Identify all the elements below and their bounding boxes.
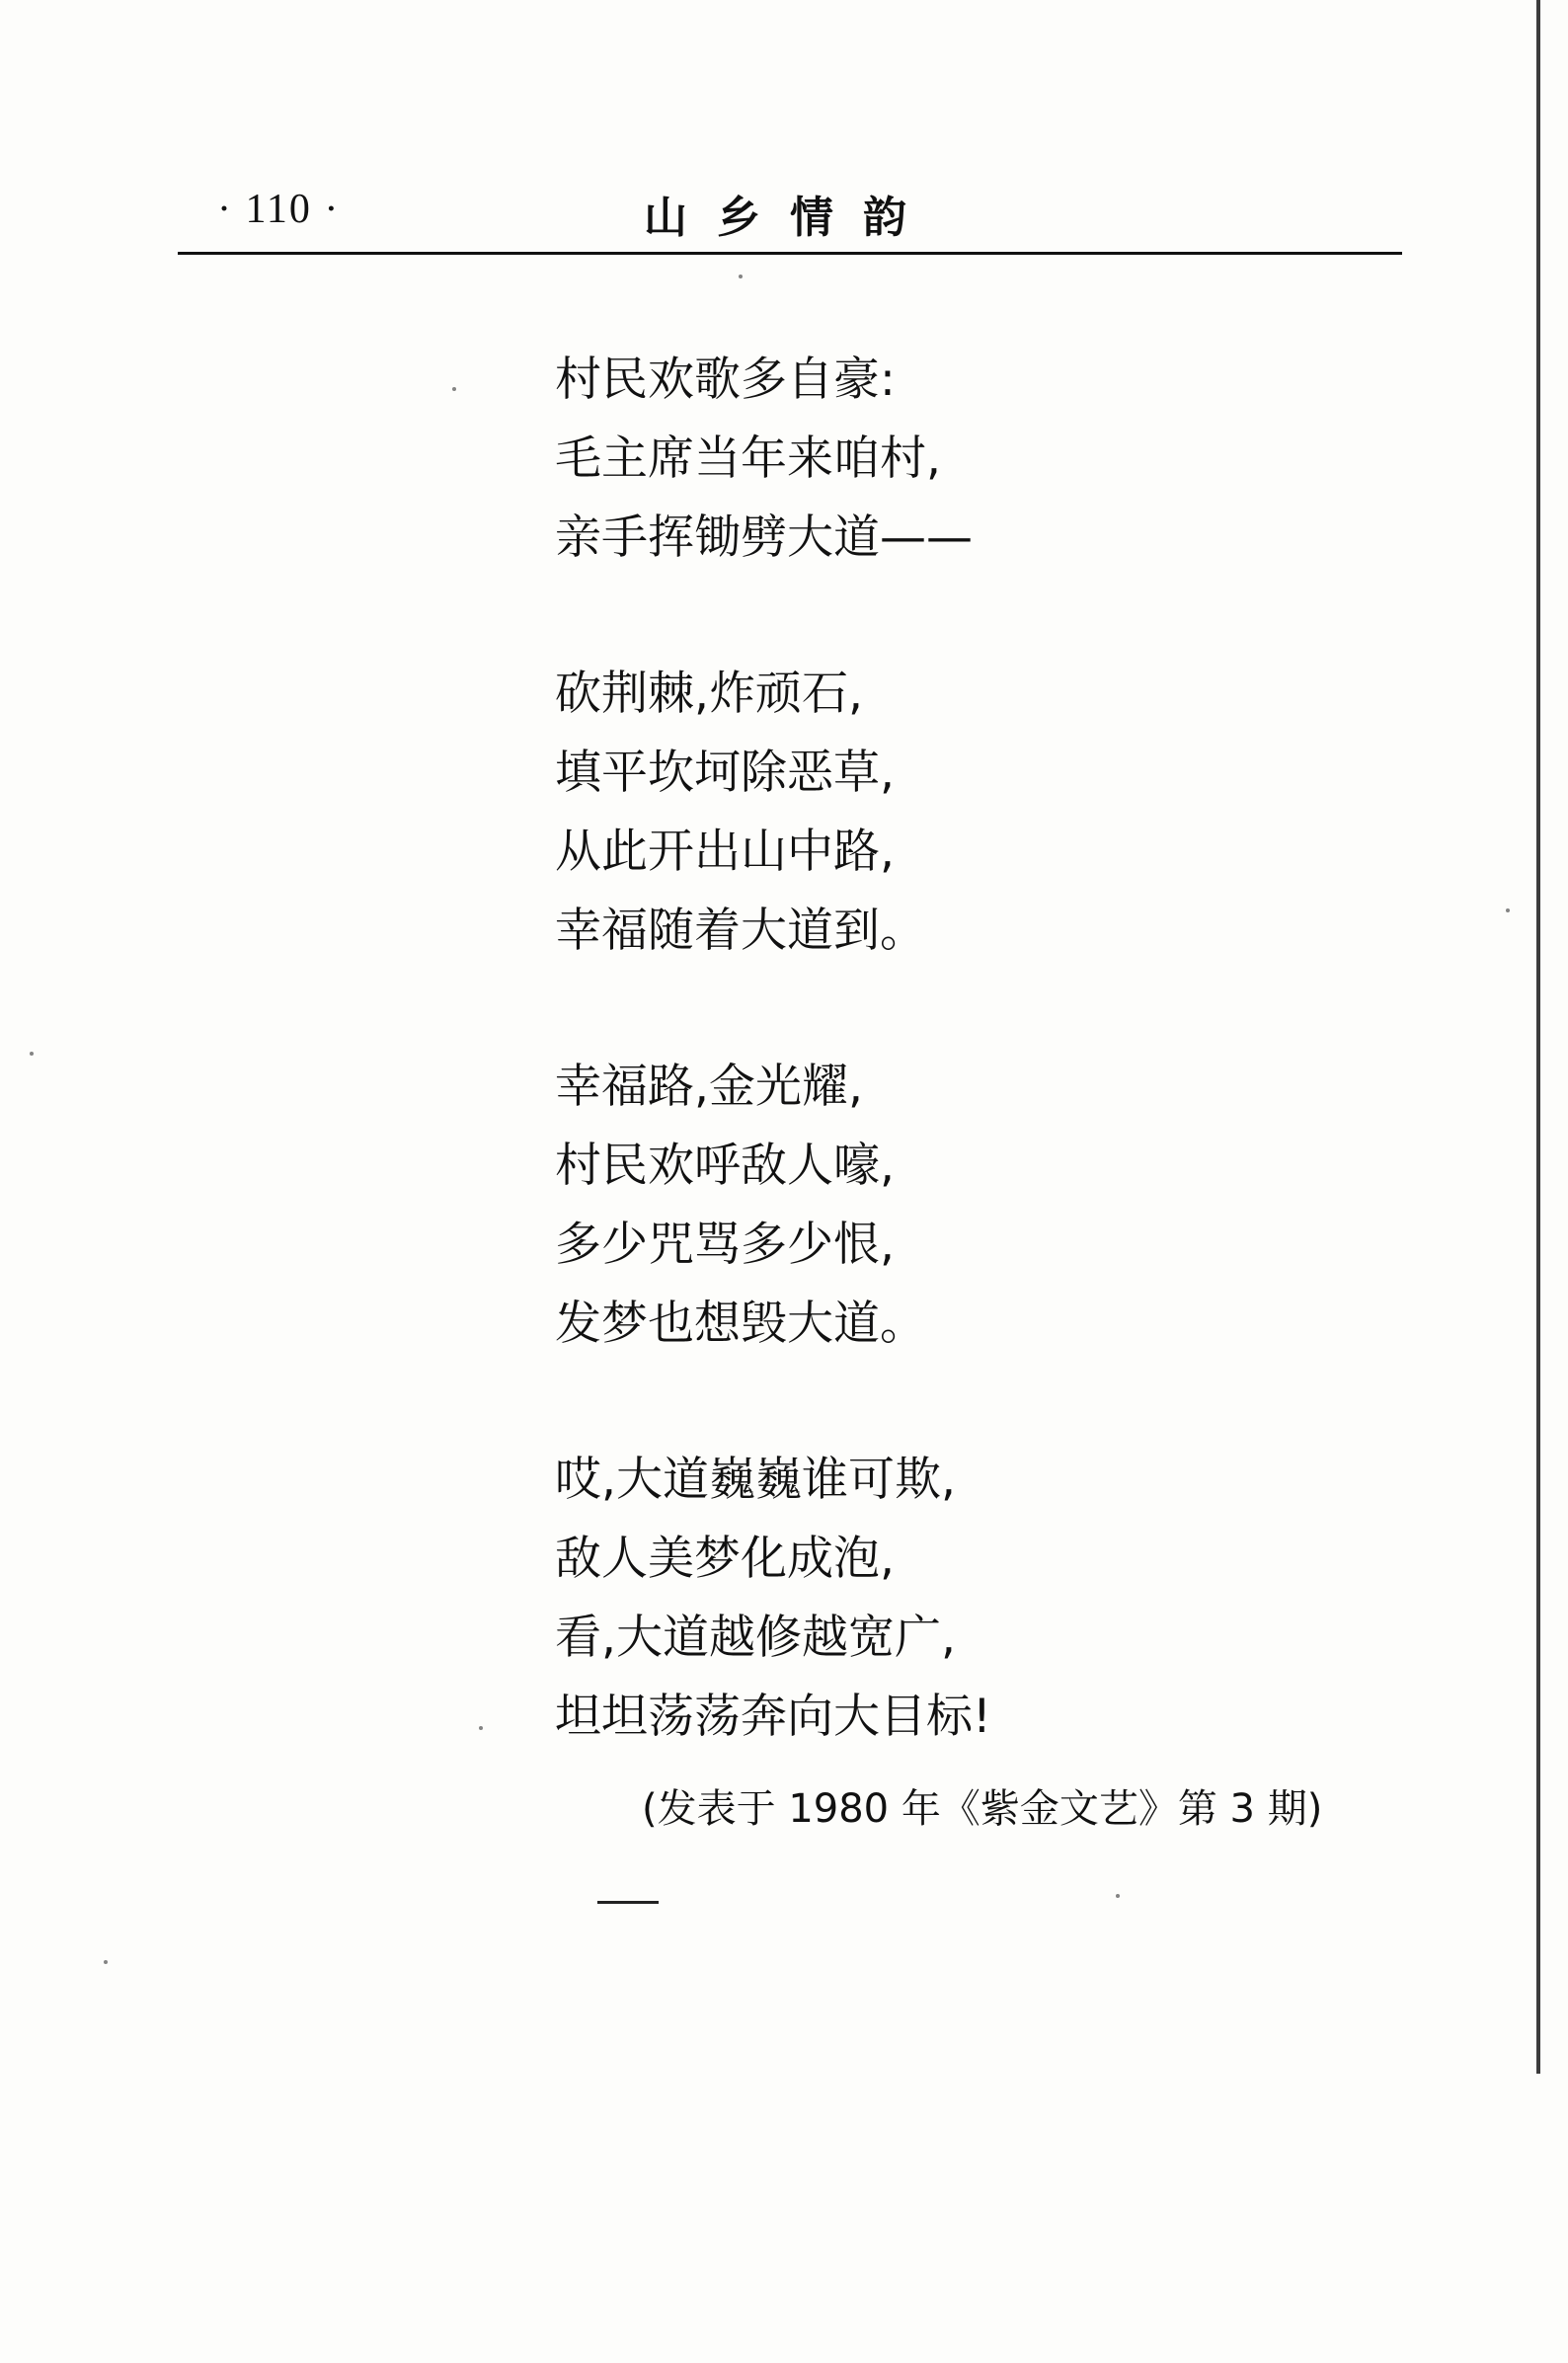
scan-speck: [30, 1052, 34, 1056]
stanza: [555, 1048, 1444, 1364]
poem-line: 幸福路,金光耀,: [555, 1060, 863, 1114]
page-edge-shadow: [1536, 0, 1540, 2074]
source-note: (发表于 1980 年《紫金文艺》第 3 期): [642, 1786, 1323, 1832]
poem-line: 坦坦荡荡奔向大目标!: [555, 1690, 991, 1744]
poem-line: 亲手挥锄劈大道——: [555, 511, 973, 565]
stanza: [555, 341, 1444, 578]
poem-line: 看,大道越修越宽广,: [555, 1611, 956, 1665]
page-number: · 110 ·: [217, 187, 341, 232]
scan-speck: [479, 1726, 483, 1730]
poem-line: 多少咒骂多少恨,: [555, 1218, 895, 1272]
header-rule: [178, 252, 1402, 255]
poem-line: 敌人美梦化成泡,: [555, 1532, 895, 1586]
poem-line: 砍荆棘,炸顽石,: [555, 667, 863, 721]
poem-line: 毛主席当年来咱村,: [555, 432, 941, 486]
scan-speck: [1506, 908, 1510, 912]
scan-speck: [452, 387, 456, 391]
stanza: [555, 1441, 1444, 1757]
poem-line: 填平坎坷除恶草,: [555, 746, 895, 800]
running-title: 山乡情韵: [644, 193, 936, 243]
poem-line: 发梦也想毁大道。: [555, 1297, 926, 1351]
poem-line: 幸福随着大道到。: [555, 904, 926, 958]
stanza: [555, 655, 1444, 971]
scan-speck: [739, 275, 743, 278]
end-rule: [597, 1901, 659, 1904]
poem-line: 从此开出山中路,: [555, 825, 895, 879]
poem-line: 哎,大道巍巍谁可欺,: [555, 1453, 956, 1507]
poem-line: 村民欢歌多自豪:: [555, 353, 896, 407]
page-header: [178, 178, 1402, 247]
poem-line: 村民欢呼敌人嚎,: [555, 1139, 895, 1193]
poem: [555, 341, 1444, 1834]
scan-speck: [104, 1960, 108, 1964]
scan-speck: [1116, 1894, 1120, 1898]
